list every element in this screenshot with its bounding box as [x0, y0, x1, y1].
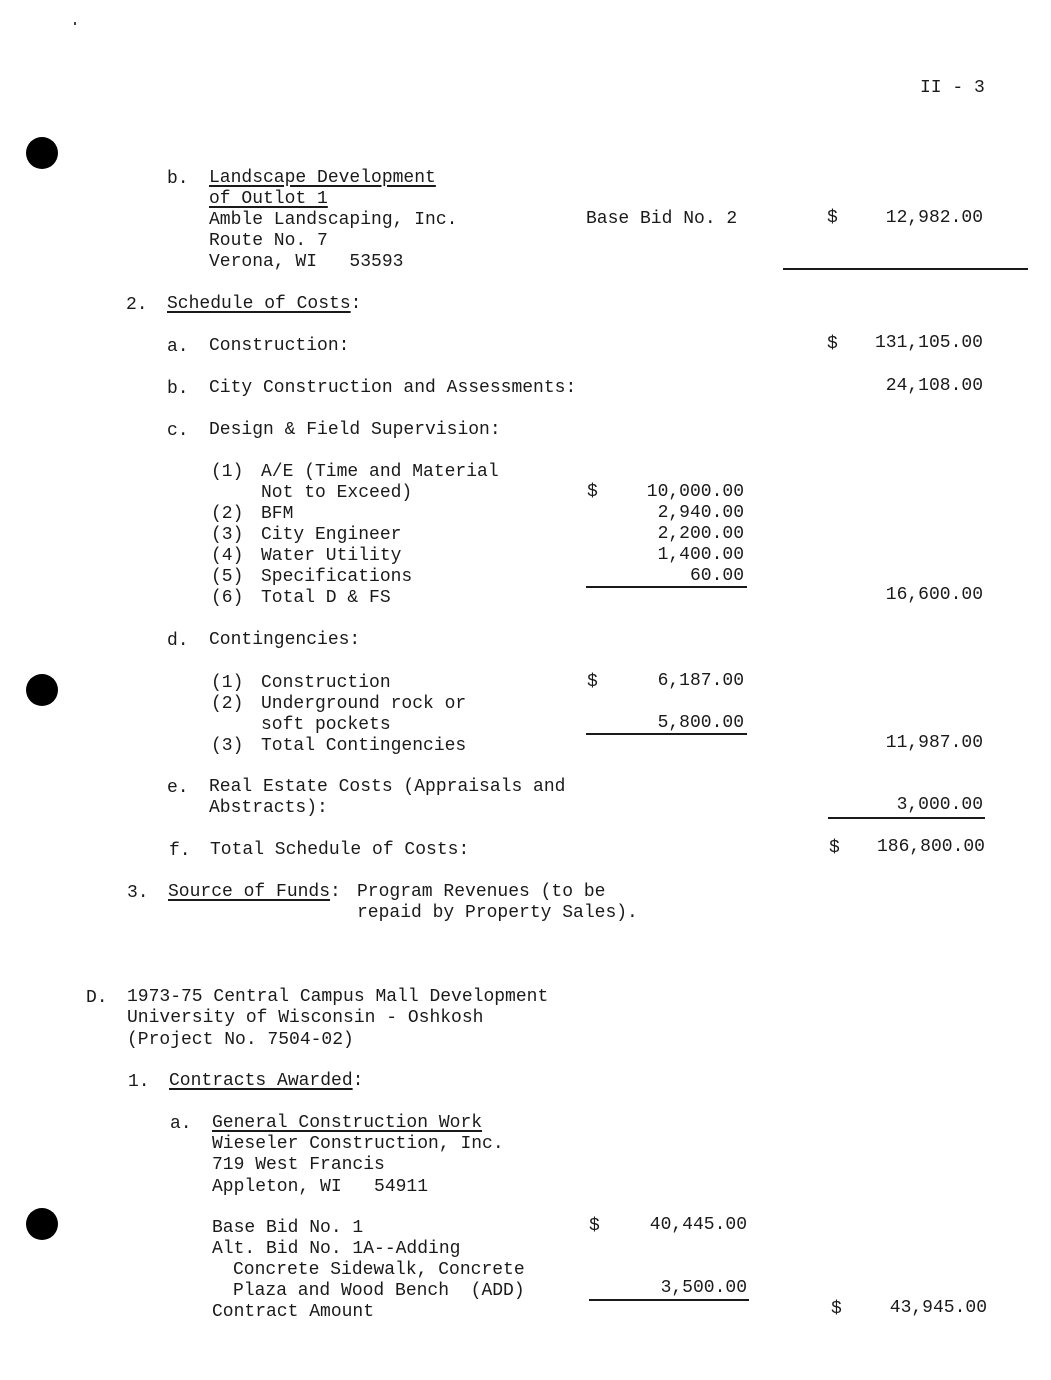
contract-amount-currency: $ — [831, 1299, 842, 1319]
base-bid-label: Base Bid No. 1 — [212, 1218, 364, 1238]
section-d-line3: (Project No. 7504-02) — [127, 1030, 354, 1050]
c-item-num: (5) — [211, 567, 244, 587]
c-item-currency: $ — [587, 482, 598, 502]
schedule-a-letter: a. — [167, 337, 189, 357]
schedule-heading — [167, 294, 361, 315]
contracts-heading-colon: : — [352, 1071, 364, 1091]
page-number: II - 3 — [920, 78, 985, 98]
c-item-label: Total D & FS — [261, 588, 391, 608]
contract-amount-value: 43,945.00 — [889, 1298, 987, 1318]
binder-hole-middle — [26, 674, 58, 706]
schedule-e-letter: e. — [167, 778, 189, 798]
section-d-line1: 1973-75 Central Campus Mall Development — [127, 987, 549, 1007]
schedule-f-label: Total Schedule of Costs: — [210, 840, 470, 860]
base-bid-amount: 40,445.00 — [649, 1215, 747, 1235]
scan-speck — [74, 22, 76, 25]
landscape-address2: Verona, WI 53593 — [209, 252, 404, 272]
schedule-heading-text: Schedule of Costs — [167, 294, 351, 314]
alt-bid-amount: 3,500.00 — [660, 1278, 747, 1298]
schedule-d-label: Contingencies: — [209, 630, 361, 650]
d-item-num: (2) — [211, 694, 244, 714]
section-d-letter: D. — [86, 988, 108, 1008]
landscape-address1: Route No. 7 — [209, 231, 328, 251]
schedule-f-letter: f. — [169, 841, 191, 861]
schedule-f-currency: $ — [829, 838, 840, 858]
landscape-amount: 12,982.00 — [885, 208, 983, 228]
c-item-amount: 60.00 — [689, 566, 744, 586]
c-item-label: Specifications — [261, 567, 413, 587]
landscape-contractor: Amble Landscaping, Inc. — [209, 210, 458, 230]
d-item-label: Total Contingencies — [261, 736, 467, 756]
landscape-title-line1: Landscape Development — [209, 168, 436, 188]
schedule-f-amount: 186,800.00 — [876, 837, 985, 857]
c-item-num: (3) — [211, 525, 244, 545]
schedule-number: 2. — [126, 295, 148, 315]
d-item-amount: 5,800.00 — [657, 713, 744, 733]
funds-text-line1: Program Revenues (to be — [357, 882, 606, 902]
c-item-amount: 10,000.00 — [646, 482, 744, 502]
c-item-amount: 1,400.00 — [657, 545, 744, 565]
contract-a-contractor: Wieseler Construction, Inc. — [212, 1134, 504, 1154]
schedule-heading-colon: : — [350, 294, 362, 314]
alt-bid-line3: Plaza and Wood Bench (ADD) — [233, 1281, 525, 1301]
contracts-heading — [169, 1071, 363, 1092]
d-item-num: (3) — [211, 736, 244, 756]
d-item-currency: $ — [587, 672, 598, 692]
binder-hole-bottom — [26, 1208, 58, 1240]
d-item-num: (1) — [211, 673, 244, 693]
funds-heading-colon: : — [330, 882, 341, 902]
funds-heading — [168, 882, 341, 903]
c-total-amount: 16,600.00 — [885, 585, 983, 605]
contract-a-letter: a. — [170, 1114, 192, 1134]
c-item-label: A/E (Time and Material — [261, 462, 499, 482]
schedule-c-label: Design & Field Supervision: — [209, 420, 501, 440]
section-d-line2: University of Wisconsin - Oshkosh — [127, 1008, 484, 1028]
base-bid-currency: $ — [589, 1216, 600, 1236]
d-item-amount: 6,187.00 — [657, 671, 744, 691]
schedule-e-label-cont: Abstracts): — [209, 798, 328, 818]
contract-a-address2: Appleton, WI 54911 — [212, 1177, 429, 1197]
schedule-e-label: Real Estate Costs (Appraisals and — [209, 777, 566, 797]
schedule-a-label: Construction: — [209, 336, 350, 356]
c-item-amount: 2,940.00 — [657, 503, 744, 523]
landscape-title-line2: of Outlot 1 — [209, 189, 328, 209]
funds-number: 3. — [127, 883, 149, 903]
contract-a-address1: 719 West Francis — [212, 1155, 385, 1175]
c-item-num: (6) — [211, 588, 244, 608]
schedule-total-rule — [828, 817, 985, 819]
schedule-b-label: City Construction and Assessments: — [209, 378, 577, 398]
landscape-rule — [783, 268, 1028, 270]
c-item-num: (4) — [211, 546, 244, 566]
d-item-label-cont: soft pockets — [261, 715, 391, 735]
d-total-amount: 11,987.00 — [885, 733, 983, 753]
alt-bid-line1: Alt. Bid No. 1A--Adding — [212, 1239, 461, 1259]
contract-amount-label: Contract Amount — [212, 1302, 375, 1322]
c-item-label: BFM — [261, 504, 294, 524]
binder-hole-top — [26, 137, 58, 169]
schedule-d-letter: d. — [167, 631, 189, 651]
contract-a-title: General Construction Work — [212, 1113, 483, 1133]
c-item-num: (2) — [211, 504, 244, 524]
schedule-a-amount: 131,105.00 — [874, 333, 983, 353]
schedule-b-letter: b. — [167, 379, 189, 399]
contracts-heading-text: Contracts Awarded — [169, 1071, 353, 1091]
d-item-label: Construction — [261, 673, 391, 693]
contracts-number: 1. — [128, 1072, 150, 1092]
d-item-label: Underground rock or — [261, 694, 467, 714]
c-item-label-cont: Not to Exceed) — [261, 483, 413, 503]
funds-text-line2: repaid by Property Sales). — [357, 903, 638, 923]
alt-bid-line2: Concrete Sidewalk, Concrete — [233, 1260, 525, 1280]
landscape-letter: b. — [167, 169, 189, 189]
schedule-b-amount: 24,108.00 — [885, 376, 983, 396]
alt-bid-rule — [589, 1299, 749, 1301]
d-subtotal-rule — [586, 733, 747, 735]
schedule-e-amount: 3,000.00 — [896, 795, 983, 815]
c-item-num: (1) — [211, 462, 244, 482]
c-subtotal-rule — [586, 586, 747, 588]
funds-heading-text: Source of Funds — [168, 882, 331, 902]
c-item-label: City Engineer — [261, 525, 402, 545]
landscape-currency: $ — [827, 208, 838, 228]
landscape-bid: Base Bid No. 2 — [586, 209, 738, 229]
schedule-a-currency: $ — [827, 334, 838, 354]
c-item-amount: 2,200.00 — [657, 524, 744, 544]
c-item-label: Water Utility — [261, 546, 402, 566]
schedule-c-letter: c. — [167, 421, 189, 441]
